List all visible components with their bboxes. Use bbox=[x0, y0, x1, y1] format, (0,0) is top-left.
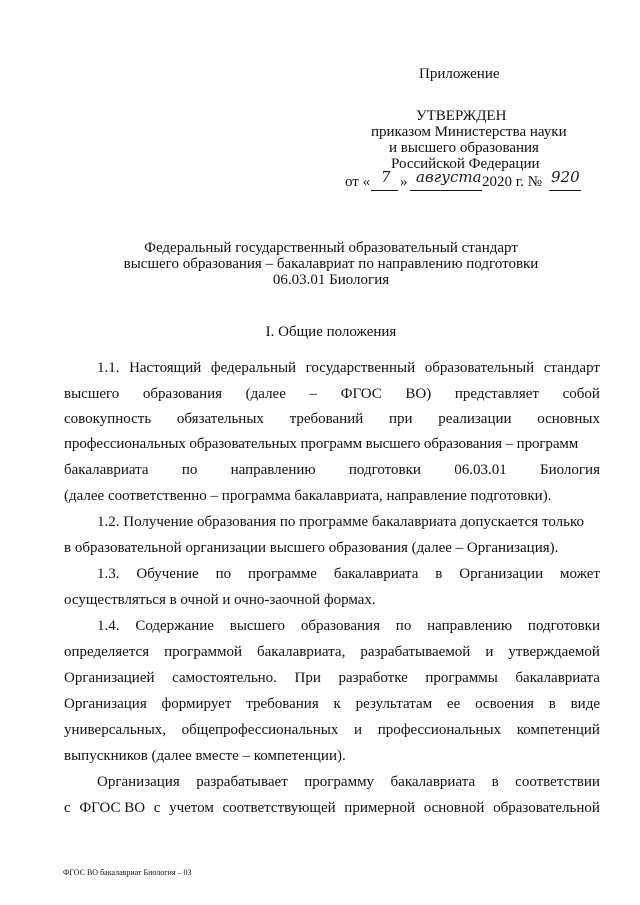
word: 1.3. bbox=[97, 566, 120, 582]
p5-line-1 bbox=[97, 774, 600, 791]
word: Обучение bbox=[136, 566, 199, 582]
word: бакалавриата bbox=[390, 774, 476, 790]
word: освоения bbox=[475, 696, 534, 712]
word: ее bbox=[446, 696, 461, 712]
word: разработке bbox=[338, 670, 408, 686]
word: бакалавриата bbox=[515, 670, 600, 686]
date-prefix: от « bbox=[345, 174, 371, 190]
word: в bbox=[491, 774, 499, 790]
word: государственный bbox=[305, 360, 416, 376]
p3-line-2: осуществляться в очной и очно-заочной формах. bbox=[64, 592, 376, 608]
word: общепрофессиональных bbox=[181, 722, 339, 738]
word: собой bbox=[562, 386, 600, 402]
word: Организация bbox=[64, 696, 147, 712]
word: компетенций bbox=[516, 722, 600, 738]
word: с bbox=[64, 800, 71, 816]
word: утверждаемой bbox=[508, 644, 600, 660]
word: обязательных bbox=[176, 411, 264, 427]
approved-label: УТВЕРЖДЕН bbox=[416, 108, 507, 124]
date-number: 920 bbox=[551, 168, 580, 186]
word: – bbox=[309, 386, 317, 402]
date-number-underline bbox=[549, 190, 581, 191]
word: результатам bbox=[355, 696, 433, 712]
p1-line-2 bbox=[64, 386, 600, 403]
p1-line-4: профессиональных образовательных программ высшего образования – программ bbox=[64, 436, 579, 452]
word: по bbox=[395, 618, 412, 634]
p2-line-2: в образовательной организации высшего образования (далее – Организация). bbox=[64, 540, 559, 556]
title-line-2: высшего образования – бакалавриат по направлению подготовки bbox=[123, 256, 539, 272]
word: универсальных, bbox=[64, 722, 167, 738]
word: и bbox=[354, 722, 363, 738]
word: Биология bbox=[539, 462, 600, 478]
date-mid: » bbox=[400, 174, 408, 190]
word: учетом bbox=[169, 800, 214, 816]
date-year: 2020 г. № bbox=[482, 174, 543, 190]
word: по bbox=[181, 462, 198, 478]
p2-line-1: 1.2. Получение образования по программе бакалавриата допускается только bbox=[97, 514, 584, 530]
word: ФГОС bbox=[340, 386, 382, 402]
word: соответствующей bbox=[222, 800, 336, 816]
word: основной bbox=[423, 800, 485, 816]
word: разрабатываемой bbox=[360, 644, 471, 660]
p4-line-6: выпускников (далее вместе – компетенции). bbox=[64, 748, 346, 764]
word: программе bbox=[247, 566, 317, 582]
word: ВО) bbox=[405, 386, 432, 402]
word: программу bbox=[304, 774, 375, 790]
word: разрабатывает bbox=[196, 774, 288, 790]
word: Организация bbox=[97, 774, 180, 790]
word: требования bbox=[246, 696, 319, 712]
word: профессиональных bbox=[377, 722, 502, 738]
date-month: августа bbox=[416, 168, 482, 186]
word: направлению bbox=[230, 462, 316, 478]
word: с bbox=[153, 800, 161, 816]
word: 06.03.01 bbox=[454, 462, 507, 478]
p1-line-6: (далее соответственно – программа бакалавриата, направление подготовки). bbox=[64, 488, 552, 504]
word: высшего bbox=[64, 386, 120, 402]
word: реализации bbox=[438, 411, 512, 427]
p4-line-4 bbox=[64, 696, 600, 713]
word: программой bbox=[164, 644, 242, 660]
title-line-3: 06.03.01 Биология bbox=[272, 272, 390, 288]
p1-line-1 bbox=[97, 360, 600, 377]
order-line-1: приказом Министерства науки bbox=[371, 124, 567, 140]
word: в bbox=[435, 566, 443, 582]
p3-line-1 bbox=[97, 566, 600, 583]
word: бакалавриата bbox=[333, 566, 419, 582]
word: основных bbox=[537, 411, 600, 427]
word: федеральный bbox=[210, 360, 297, 376]
date-day-underline bbox=[371, 190, 398, 191]
word: соответствии bbox=[515, 774, 600, 790]
word: представляет bbox=[454, 386, 539, 402]
date-day: 7 bbox=[381, 168, 391, 186]
p5-line-2 bbox=[64, 800, 600, 817]
word: (далее bbox=[245, 386, 286, 402]
word: совокупность bbox=[64, 411, 152, 427]
word: формирует bbox=[161, 696, 232, 712]
word: образовательной bbox=[493, 800, 600, 816]
word: ФГОС ВО bbox=[79, 800, 146, 816]
word: При bbox=[294, 670, 321, 686]
date-month-underline bbox=[410, 190, 482, 191]
word: и bbox=[485, 644, 494, 660]
word: Настоящий bbox=[129, 360, 202, 376]
word: бакалавриата, bbox=[257, 644, 346, 660]
word: к bbox=[333, 696, 341, 712]
word: образования bbox=[142, 386, 223, 402]
p4-line-1 bbox=[97, 618, 600, 635]
section-heading: I. Общие положения bbox=[265, 324, 397, 340]
word: самостоятельно. bbox=[172, 670, 277, 686]
word: направлению bbox=[427, 618, 513, 634]
word: виде bbox=[570, 696, 600, 712]
word: Содержание bbox=[135, 618, 214, 634]
word: образовательный bbox=[424, 360, 535, 376]
word: подготовки bbox=[348, 462, 421, 478]
title-line-1: Федеральный государственный образовательный стандарт bbox=[144, 240, 518, 256]
word: 1.4. bbox=[97, 618, 120, 634]
order-line-3: Российской Федерации bbox=[391, 156, 540, 172]
word: образования bbox=[300, 618, 380, 634]
word: 1.1. bbox=[97, 360, 120, 376]
word: требований bbox=[289, 411, 364, 427]
p4-line-5 bbox=[64, 722, 600, 739]
word: подготовки bbox=[527, 618, 600, 634]
word: по bbox=[215, 566, 232, 582]
word: Организацией bbox=[64, 670, 155, 686]
p1-line-3 bbox=[64, 411, 600, 428]
p1-line-5 bbox=[64, 462, 600, 479]
word: определяется bbox=[64, 644, 150, 660]
word: программы bbox=[425, 670, 498, 686]
appendix-label: Приложение bbox=[419, 66, 500, 82]
word: в bbox=[548, 696, 556, 712]
p4-line-2 bbox=[64, 644, 600, 661]
p4-line-3 bbox=[64, 670, 600, 687]
word: примерной bbox=[344, 800, 416, 816]
page-footer: ФГОС ВО бакалавриат Биология – 03 bbox=[63, 868, 192, 877]
word: при bbox=[388, 411, 413, 427]
word: может bbox=[559, 566, 600, 582]
word: высшего bbox=[229, 618, 286, 634]
word: Организации bbox=[459, 566, 544, 582]
word: стандарт bbox=[543, 360, 600, 376]
word: бакалавриата bbox=[64, 462, 149, 478]
order-line-2: и высшего образования bbox=[389, 140, 539, 156]
